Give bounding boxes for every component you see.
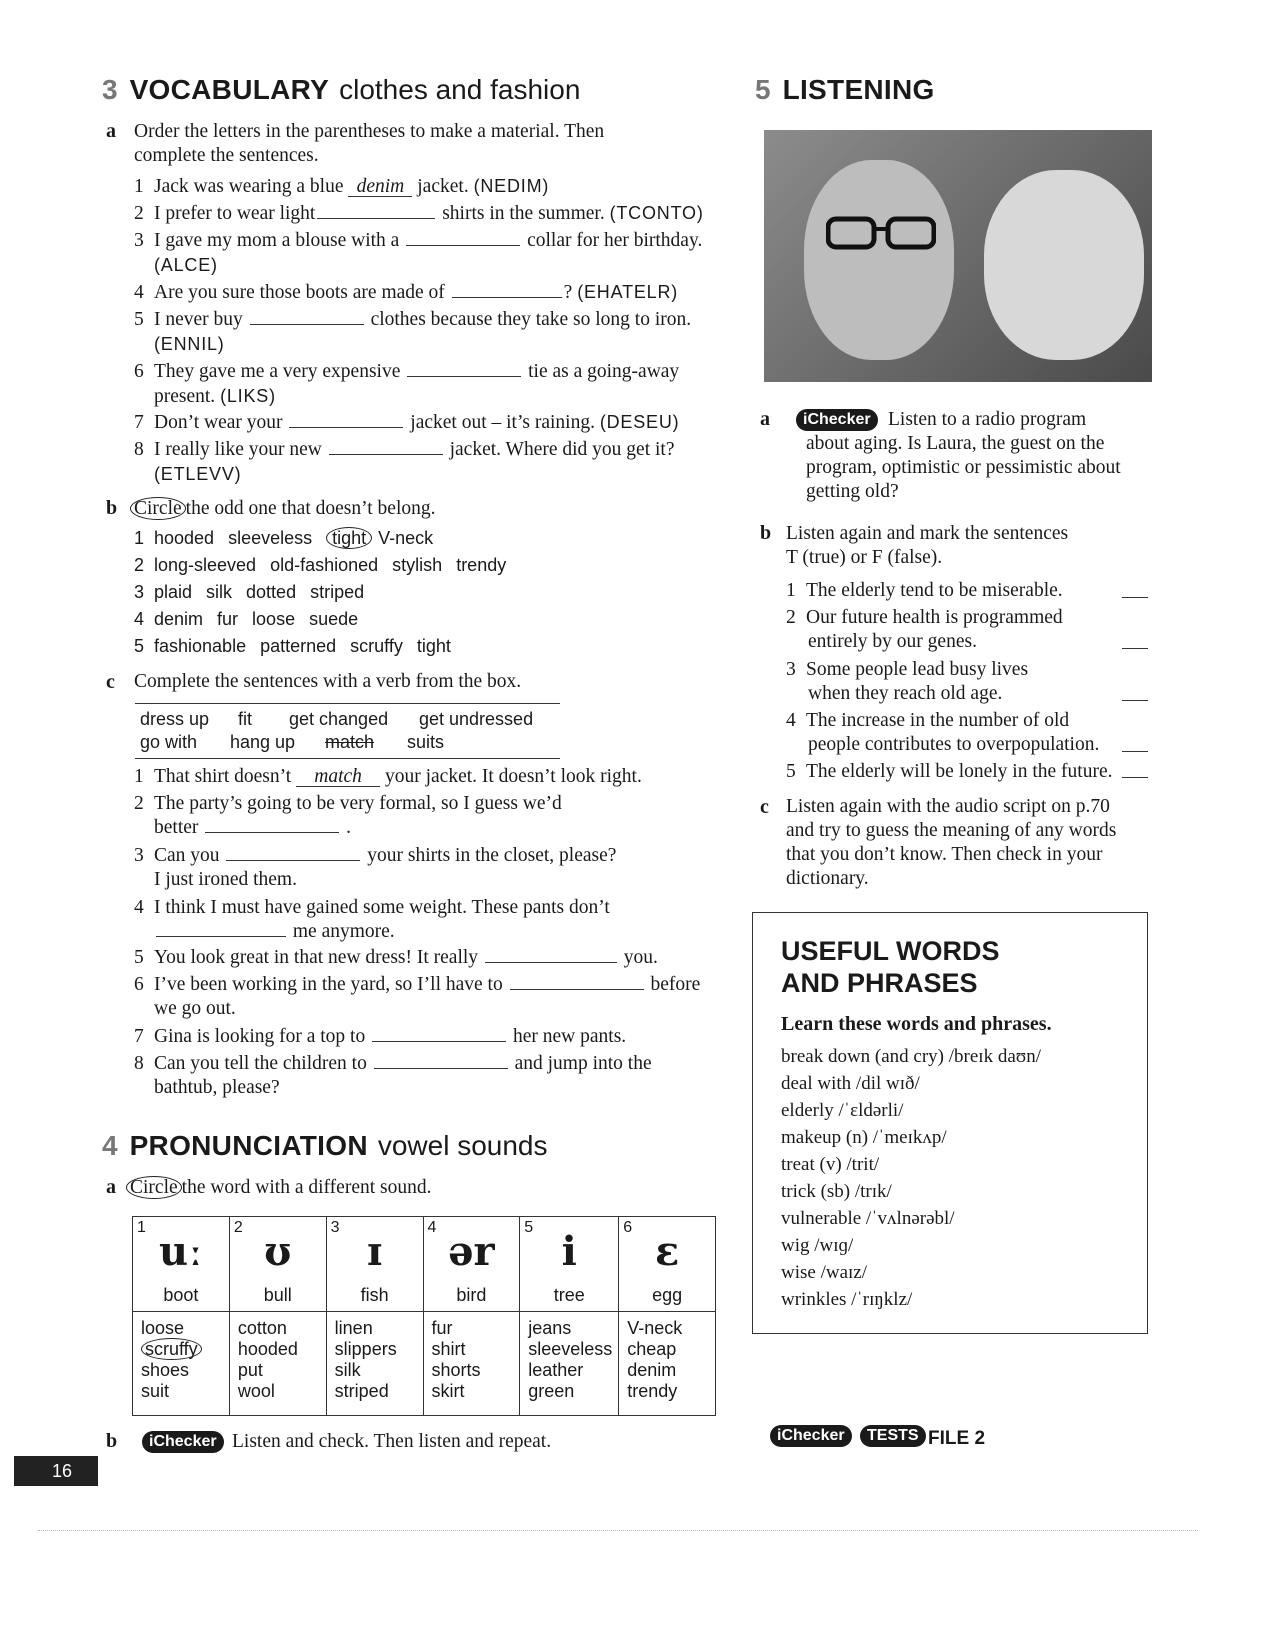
phrase-item: trick (sb) /trɪk/ [781,1181,892,1202]
phrase-item: deal with /dil wɪð/ [781,1073,920,1094]
word-option[interactable]: cheap [627,1339,677,1359]
exercise-label: b [106,1430,118,1452]
word-list [520,1312,619,1416]
instruction: T (true) or F (false). [786,547,943,568]
tf-statement: 4 The increase in the number of old [786,710,1070,731]
sound-header: 3 ɪ fish [326,1217,423,1312]
sentence-continuation: me anymore. [154,919,395,944]
sound-header: 1 uː boot [133,1217,230,1312]
sound-keyword: bull [263,1285,292,1305]
box-word: get undressed [419,709,534,729]
word-option[interactable]: sleeveless [528,1339,613,1359]
phrase-item: makeup (n) /ˈmeɪkʌp/ [781,1127,947,1148]
sentence-item: 8 I really like your new jacket. Where did you get it? [134,439,675,460]
sentence-continuation: better . [154,817,352,838]
answer-blank[interactable]: match [296,768,380,787]
instruction: about aging. Is Laura, the guest on the [806,433,1105,454]
useful-words-box [752,912,1148,1334]
answer-blank[interactable] [250,307,364,325]
word-row: 4 denim fur loose suede [134,609,359,629]
sentence-item: 1 Jack was wearing a blue denim jacket. (NEDIM) [134,176,550,197]
answer-blank[interactable] [205,815,339,833]
word-option[interactable]: V-neck [627,1318,683,1338]
instruction: Listen and check. Then listen and repeat. [232,1431,552,1452]
sound-keyword: fish [360,1285,389,1305]
phonetic-symbol: i [561,1228,577,1275]
tf-answer-blank[interactable] [1122,777,1148,778]
word-list [133,1312,230,1416]
sentence-continuation: we go out. [154,998,236,1019]
word-option[interactable]: shorts [431,1360,481,1380]
sound-header: 4 ər bird [423,1217,520,1312]
exercise-label: a [106,1176,116,1198]
sentence-item: 6 I’ve been working in the yard, so I’ll have to before [134,974,701,995]
instruction: that you don’t know. Then check in your [786,844,1103,865]
sound-keyword: egg [652,1285,683,1305]
sound-header: 2 ʊ bull [229,1217,326,1312]
answer-blank[interactable] [372,1024,506,1042]
word-option[interactable]: cotton [237,1318,287,1338]
word-option[interactable]: fur [431,1318,453,1338]
word-row: 5 fashionable patterned scruffy tight [134,636,451,656]
tf-statement-continuation: when they reach old age. [808,683,1003,704]
phrase-item: elderly /ˈɛldərli/ [781,1100,904,1121]
answer-blank[interactable] [317,201,435,219]
word-option[interactable]: shirt [431,1339,466,1359]
word-option[interactable]: hooded [237,1339,298,1359]
tf-statement: 2 Our future health is programmed [786,607,1063,628]
letter-code: (ALCE) [154,255,218,275]
phrase-item: wrinkles /ˈrɪŋklz/ [781,1289,913,1310]
sentence-item: 1 That shirt doesn’t match your jacket. It doesn’t look right. [134,766,642,787]
page-number: 16 [14,1456,98,1486]
useful-words-lead: Learn these words and phrases. [781,1013,1052,1035]
instruction: Listen to a radio program [888,409,1087,430]
sentence-item: 3 I gave my mom a blouse with a collar for her birthday. [134,230,703,251]
exercise-label: a [760,408,770,430]
box-word: suits [407,732,445,752]
word-box [135,703,560,759]
box-word: hang up [230,732,296,752]
circled-word[interactable]: tight [326,527,372,549]
sentence-item: 7 Gina is looking for a top to her new pants. [134,1026,627,1047]
instruction: program, optimistic or pessimistic about [806,457,1121,478]
phonetic-symbol: ɪ [367,1228,383,1275]
sentence-item: 2 The party’s going to be very formal, so I guess we’d [134,793,562,814]
tf-answer-blank[interactable] [1122,597,1148,598]
instruction: dictionary. [786,868,869,889]
word-option[interactable]: put [237,1360,263,1380]
phrase-item: wise /waɪz/ [781,1262,868,1283]
sentence-item: 4 Are you sure those boots are made of ? (EHATELR) [134,282,679,303]
tf-statement-continuation: people contributes to overpopulation. [808,734,1100,755]
instruction: and try to guess the meaning of any words [786,820,1117,841]
phrase-item: vulnerable /ˈvʌlnərəbl/ [781,1208,955,1229]
word-row: 3 plaid silk dotted striped [134,582,365,602]
answer-blank[interactable] [226,843,360,861]
sentence-item: 3 Can you your shirts in the closet, please? [134,845,617,866]
instruction: Complete the sentences with a verb from the box. [134,671,522,692]
phonetic-symbol: uː [158,1228,203,1275]
tf-statement: 1 The elderly tend to be miserable. [786,580,1063,601]
section-5-heading: 5 LISTENING [755,74,935,105]
box-word: dress up [140,709,210,729]
letter-code: (ETLEVV) [154,464,242,484]
answer-blank[interactable] [289,410,403,428]
tf-statement: 3 Some people lead busy lives [786,659,1029,680]
word-option[interactable]: striped [334,1381,389,1401]
instruction: Listen again and mark the sentences [786,523,1069,544]
word-list [619,1312,716,1416]
sound-header: 6 ɛ egg [619,1217,716,1312]
ichecker-audio-button[interactable]: iChecker [142,1431,224,1453]
instruction: complete the sentences. [134,145,319,166]
phrase-item: break down (and cry) /breɪk daʊn/ [781,1046,1041,1067]
word-option[interactable]: wool [237,1381,275,1401]
sound-header: 5 i tree [520,1217,619,1312]
answer-blank[interactable] [485,945,617,963]
word-row: 1 hooded sleeveless tight V-neck [134,528,434,548]
phonetic-symbol: ɛ [654,1228,680,1275]
box-word: fit [238,709,253,729]
answer-blank[interactable] [329,437,443,455]
glasses-icon [826,215,936,251]
tf-statement-continuation: entirely by our genes. [808,631,977,652]
section-4-heading: 4 PRONUNCIATION vowel sounds [102,1130,548,1161]
instruction: Circle the odd one that doesn’t belong. [130,496,436,521]
box-word: go with [140,732,198,752]
box-word: get changed [289,709,389,729]
instruction: Order the letters in the parentheses to make a material. Then [134,121,605,142]
word-option[interactable]: suit [141,1381,170,1401]
exercise-label: a [106,120,116,142]
word-list [423,1312,520,1416]
sentence-continuation: bathtub, please? [154,1077,280,1098]
tf-answer-blank[interactable] [1122,751,1148,752]
answer-blank[interactable] [374,1051,508,1069]
exercise-label: c [760,796,769,818]
word-option[interactable]: skirt [431,1381,465,1401]
answer-blank[interactable] [156,919,286,937]
phonetic-symbol: ʊ [264,1228,292,1275]
footer-divider [38,1530,1198,1531]
sentence-continuation: present. (LIKS) [154,386,276,407]
exercise-label: b [106,497,118,519]
answer-blank[interactable] [406,228,520,246]
sound-keyword: boot [163,1285,199,1305]
word-option[interactable]: silk [334,1360,361,1380]
tf-answer-blank[interactable] [1122,700,1148,701]
ichecker-audio-button[interactable]: iChecker [796,409,878,431]
word-option-circled[interactable]: scruffy [141,1339,223,1360]
sentence-item: 5 You look great in that new dress! It really you. [134,947,658,968]
sentence-item: 2 I prefer to wear light shirts in the summer. (TCONTO) [134,203,704,224]
instruction: Listen again with the audio script on p.70 [786,796,1110,817]
letter-code: (ENNIL) [154,334,225,354]
elderly-couple-photo [764,130,1152,382]
word-option[interactable]: shoes [141,1360,190,1380]
word-row: 2 long-sleeved old-fashioned stylish trendy [134,555,507,575]
sentence-item: 6 They gave me a very expensive tie as a going-away [134,361,680,382]
word-option[interactable]: green [528,1381,575,1401]
phrase-item: wig /wɪɡ/ [781,1235,854,1256]
file-label: FILE 2 [928,1428,986,1449]
tf-answer-blank[interactable] [1122,648,1148,649]
useful-words-title: USEFUL WORDS AND PHRASES [781,936,1000,998]
word-option[interactable]: jeans [528,1318,572,1338]
sentence-item: 7 Don’t wear your jacket out – it’s raining. (DESEU) [134,412,680,433]
phonetic-symbol: ər [448,1228,495,1275]
instruction: getting old? [806,481,899,502]
word-option[interactable]: leather [528,1360,584,1380]
sentence-item: 4 I think I must have gained some weight. These pants don’t [134,897,610,918]
word-option[interactable]: trendy [627,1381,678,1401]
man-face [804,160,954,360]
sound-keyword: bird [456,1285,487,1305]
woman-face [984,170,1144,360]
sentence-item: 5 I never buy clothes because they take so long to iron. [134,309,692,330]
answer-blank[interactable]: denim [348,178,412,197]
sound-keyword: tree [553,1285,585,1305]
exercise-label: c [106,671,115,693]
word-list [229,1312,326,1416]
word-option[interactable]: denim [627,1360,677,1380]
answer-blank[interactable] [407,359,521,377]
section-3-heading: 3 VOCABULARY clothes and fashion [102,74,581,105]
sentence-item: 8 Can you tell the children to and jump into the [134,1053,652,1074]
word-option[interactable]: linen [334,1318,373,1338]
tf-statement: 5 The elderly will be lonely in the future. [786,761,1113,782]
box-word-crossed: match [325,732,375,752]
vowel-sounds-table [132,1216,716,1416]
phrase-item: treat (v) /trit/ [781,1154,880,1175]
word-list [326,1312,423,1416]
tests-button[interactable]: TESTS [860,1425,926,1447]
exercise-label: b [760,522,772,544]
instruction: Circle the word with a different sound. [126,1175,432,1200]
word-option[interactable]: loose [141,1318,185,1338]
word-option[interactable]: slippers [334,1339,397,1359]
ichecker-button[interactable]: iChecker [770,1425,852,1447]
answer-blank[interactable] [452,280,562,298]
answer-blank[interactable] [510,972,644,990]
sentence-continuation: I just ironed them. [154,869,297,890]
